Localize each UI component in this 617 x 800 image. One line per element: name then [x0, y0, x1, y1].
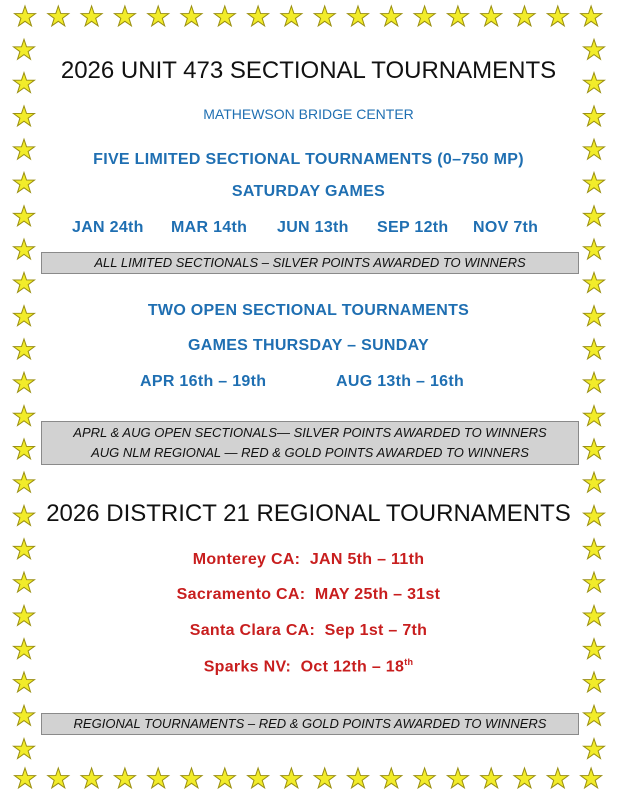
regional-event [0, 622, 617, 640]
regional-dates: Sep 1st – 7th [324, 622, 428, 639]
limited-heading: FIVE LIMITED SECTIONAL TOURNAMENTS (0–750 MP) [93, 151, 524, 168]
limited-date: SEP 12th [377, 219, 449, 236]
limited-banner-text: ALL LIMITED SECTIONALS – SILVER POINTS AWARDED TO WINNERS [94, 255, 526, 270]
regional-title: 2026 DISTRICT 21 REGIONAL TOURNAMENTS [46, 500, 571, 527]
open-banner-line: AUG NLM REGIONAL — RED & GOLD POINTS AWARDED TO WINNERS [91, 445, 529, 460]
venue-name: MATHEWSON BRIDGE CENTER [203, 106, 414, 122]
limited-subheading: SATURDAY GAMES [231, 183, 386, 200]
open-subheading: GAMES THURSDAY – SUNDAY [187, 337, 430, 354]
open-banner-line: APRL & AUG OPEN SECTIONALS— SILVER POINTS AWARDED TO WINNERS [73, 425, 547, 440]
regional-place: Sacramento CA: [176, 586, 306, 603]
regional-event [0, 551, 617, 569]
sectional-title: 2026 UNIT 473 SECTIONAL TOURNAMENTS [60, 57, 557, 84]
regional-event [0, 657, 617, 676]
regional-place: Sparks NV: [203, 658, 292, 676]
open-banner [41, 421, 579, 465]
regional-dates-suffix: th [404, 657, 414, 667]
regional-dates: MAY 25th – 31st [314, 586, 441, 603]
regional-banner [41, 713, 579, 735]
limited-banner [41, 252, 579, 274]
regional-place: Monterey CA: [192, 551, 301, 568]
limited-date: JAN 24th [72, 219, 144, 236]
limited-date: JUN 13th [277, 219, 349, 236]
open-heading: TWO OPEN SECTIONAL TOURNAMENTS [147, 302, 470, 319]
regional-place: Santa Clara CA: [189, 622, 316, 639]
regional-dates: JAN 5th – 11th [309, 551, 425, 568]
open-date: APR 16th – 19th [140, 373, 267, 390]
regional-banner-text: REGIONAL TOURNAMENTS – RED & GOLD POINTS AWARDED TO WINNERS [73, 716, 547, 731]
limited-date: NOV 7th [473, 219, 539, 236]
regional-event [0, 586, 617, 604]
open-date: AUG 13th – 16th [336, 373, 465, 390]
regional-dates: Oct 12th – 18 [300, 658, 405, 676]
limited-date: MAR 14th [171, 219, 248, 236]
